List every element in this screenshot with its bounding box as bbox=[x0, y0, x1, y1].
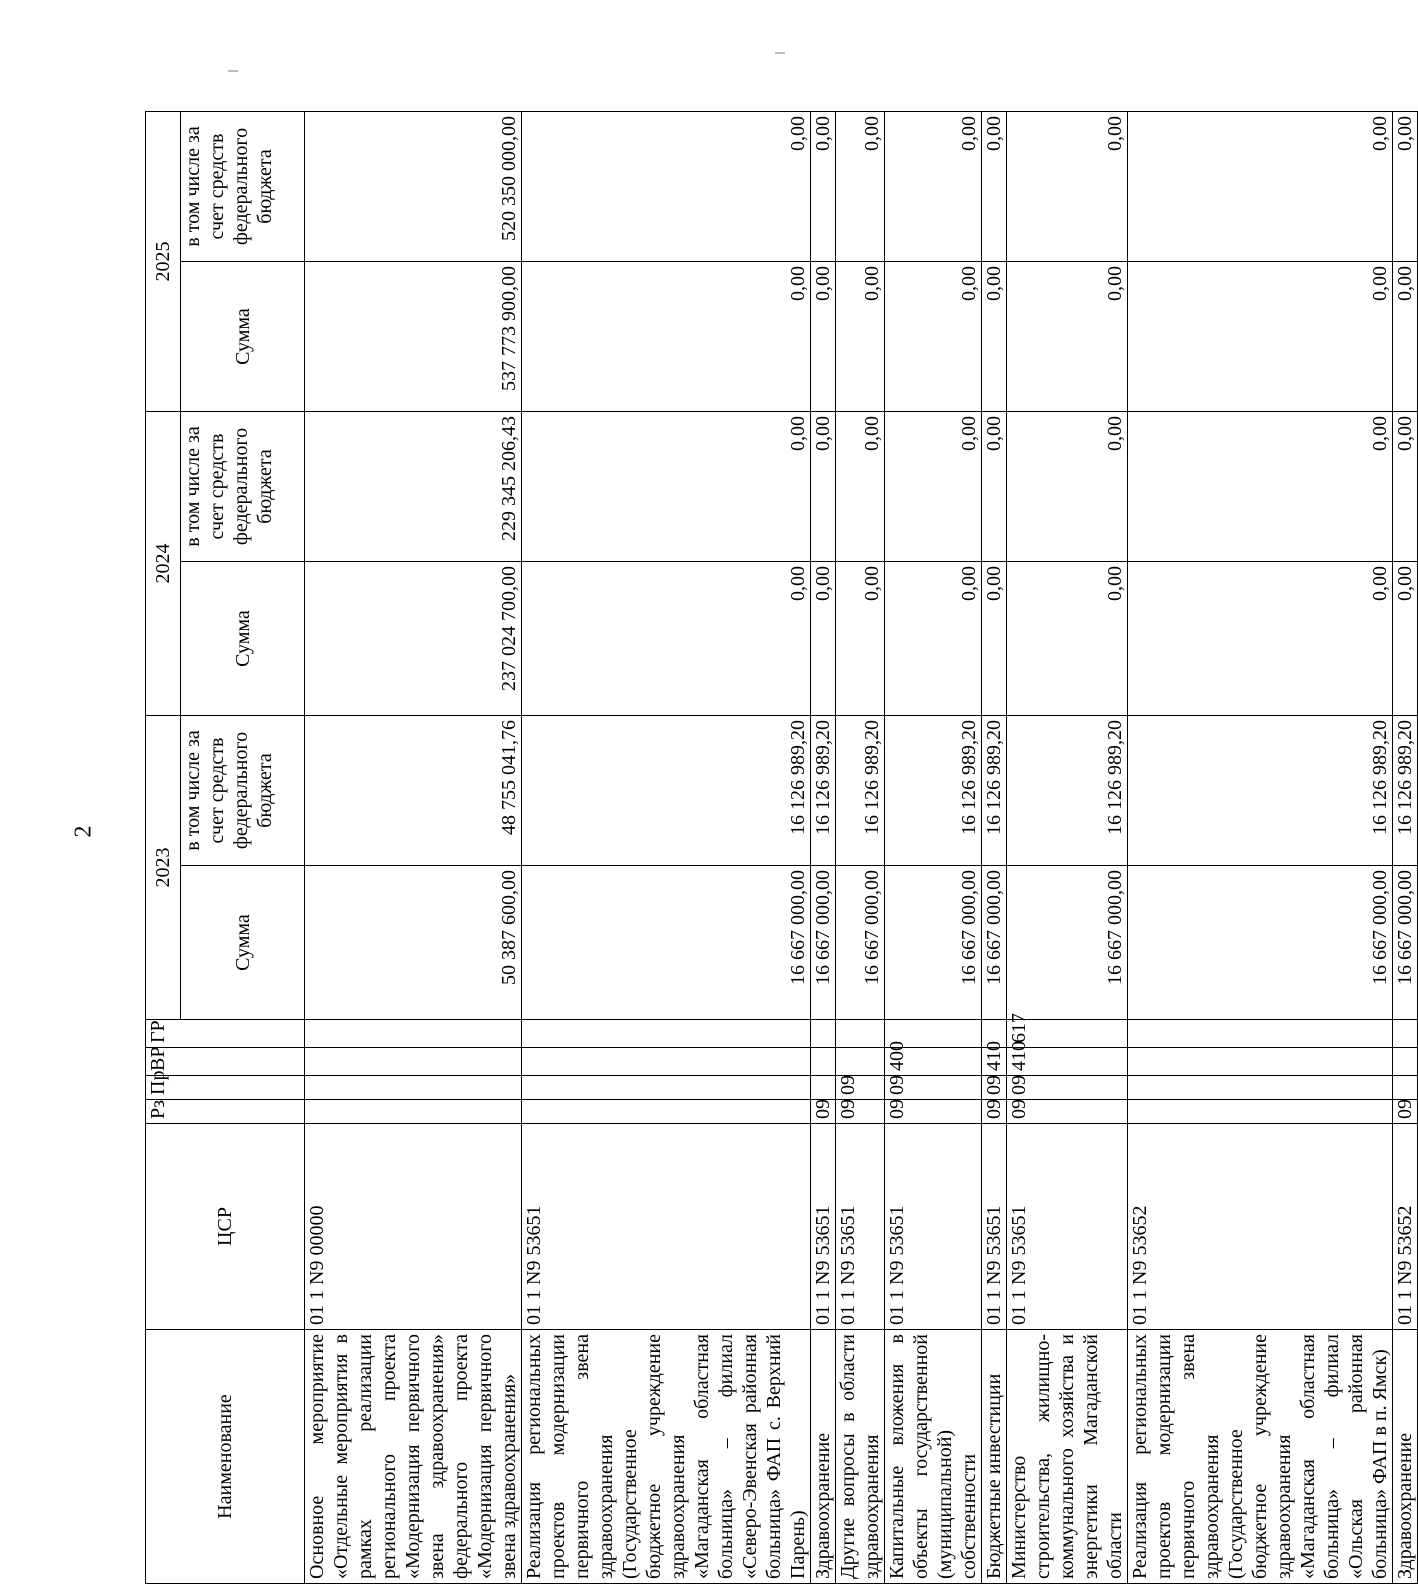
budget-table bbox=[145, 111, 1418, 1584]
row-pr: 09 bbox=[982, 1076, 1007, 1100]
row-sum-2025: 0,00 bbox=[811, 262, 836, 412]
row-csr: 01 1 N9 53652 bbox=[1128, 1124, 1393, 1330]
row-gr bbox=[305, 1020, 522, 1048]
row-federal-2023: 16 126 989,20 bbox=[1393, 716, 1418, 866]
row-federal-2025: 0,00 bbox=[1393, 112, 1418, 262]
row-name: Реализация региональных проектов модернизации первичного звена здравоохранения (Государственное бюджетное учреждение здравоохранения «Магаданская областная больница» – филиал «Северо-Эвенская районная больница» ФАП с. Верхний Парень) bbox=[522, 1330, 811, 1584]
row-sum-2023: 16 667 000,00 bbox=[1007, 866, 1128, 1020]
row-gr bbox=[811, 1020, 836, 1048]
row-name: Капитальные вложения в объекты государственной (муниципальной) собственности bbox=[885, 1330, 982, 1584]
row-vr bbox=[305, 1048, 522, 1076]
row-gr bbox=[836, 1020, 885, 1048]
row-federal-2024: 0,00 bbox=[885, 412, 982, 562]
row-sum-2023: 16 667 000,00 bbox=[982, 866, 1007, 1020]
row-sum-2024: 0,00 bbox=[1393, 562, 1418, 716]
row-sum-2023: 16 667 000,00 bbox=[836, 866, 885, 1020]
row-federal-2025: 520 350 000,00 bbox=[305, 112, 522, 262]
row-federal-2025: 0,00 bbox=[885, 112, 982, 262]
row-rz bbox=[1128, 1100, 1393, 1124]
row-pr: 09 bbox=[836, 1076, 885, 1100]
row-vr bbox=[836, 1048, 885, 1076]
row-rz bbox=[522, 1100, 811, 1124]
row-rz bbox=[305, 1100, 522, 1124]
table-row bbox=[811, 112, 836, 1584]
row-sum-2025: 0,00 bbox=[885, 262, 982, 412]
row-sum-2024: 0,00 bbox=[885, 562, 982, 716]
col-header-year-2023: 2023 bbox=[146, 716, 181, 1020]
row-csr: 01 1 N9 53651 bbox=[885, 1124, 982, 1330]
row-vr bbox=[1128, 1048, 1393, 1076]
row-federal-2023: 16 126 989,20 bbox=[982, 716, 1007, 866]
row-csr: 01 1 N9 53651 bbox=[836, 1124, 885, 1330]
row-federal-2024: 0,00 bbox=[1393, 412, 1418, 562]
row-name: Основное мероприятие «Отдельные мероприятия в рамках реализации регионального проекта «Модернизация первичного звена здравоохранения» федерального проекта «Модернизация первичного звена здравоохранения» bbox=[305, 1330, 522, 1584]
scan-speck bbox=[228, 70, 238, 72]
row-rz: 09 bbox=[885, 1100, 982, 1124]
row-name: Другие вопросы в области здравоохранения bbox=[836, 1330, 885, 1584]
row-vr: 410 bbox=[982, 1048, 1007, 1076]
row-rz: 09 bbox=[811, 1100, 836, 1124]
row-gr bbox=[1393, 1020, 1418, 1048]
row-federal-2023: 48 755 041,76 bbox=[305, 716, 522, 866]
row-csr: 01 1 N9 53652 bbox=[1393, 1124, 1418, 1330]
row-sum-2025: 0,00 bbox=[1128, 262, 1393, 412]
row-csr: 01 1 N9 00000 bbox=[305, 1124, 522, 1330]
col-header-csr: ЦСР bbox=[146, 1124, 305, 1330]
row-sum-2025: 0,00 bbox=[1393, 262, 1418, 412]
row-sum-2025: 0,00 bbox=[836, 262, 885, 412]
row-sum-2024: 237 024 700,00 bbox=[305, 562, 522, 716]
col-header-vr: ВР bbox=[146, 1048, 305, 1076]
row-rz: 09 bbox=[1393, 1100, 1418, 1124]
row-vr: 410 bbox=[1007, 1048, 1128, 1076]
row-federal-2025: 0,00 bbox=[1007, 112, 1128, 262]
col-header-sum-2024: Сумма bbox=[181, 562, 305, 716]
row-federal-2024: 0,00 bbox=[1007, 412, 1128, 562]
row-federal-2023: 16 126 989,20 bbox=[885, 716, 982, 866]
row-federal-2024: 229 345 206,43 bbox=[305, 412, 522, 562]
row-federal-2023: 16 126 989,20 bbox=[1007, 716, 1128, 866]
table-row bbox=[1007, 112, 1128, 1584]
table-row bbox=[836, 112, 885, 1584]
table-row bbox=[522, 112, 811, 1584]
budget-table-container bbox=[145, 112, 1416, 1584]
row-sum-2024: 0,00 bbox=[1007, 562, 1128, 716]
row-name: Реализация региональных проектов модернизации первичного звена здравоохранения (Государственное бюджетное учреждение здравоохранения «Магаданская областная больница» – филиал «Ольская районная больница» ФАП в п. Ямск) bbox=[1128, 1330, 1393, 1584]
row-sum-2025: 0,00 bbox=[982, 262, 1007, 412]
row-csr: 01 1 N9 53651 bbox=[522, 1124, 811, 1330]
row-sum-2023: 16 667 000,00 bbox=[1128, 866, 1393, 1020]
row-federal-2023: 16 126 989,20 bbox=[836, 716, 885, 866]
col-header-gr: ГР bbox=[146, 1020, 305, 1048]
row-sum-2024: 0,00 bbox=[836, 562, 885, 716]
col-header-rz: Рз bbox=[146, 1100, 305, 1124]
row-sum-2023: 50 387 600,00 bbox=[305, 866, 522, 1020]
row-csr: 01 1 N9 53651 bbox=[811, 1124, 836, 1330]
row-vr bbox=[522, 1048, 811, 1076]
col-header-sum-2025: Сумма bbox=[181, 262, 305, 412]
row-sum-2024: 0,00 bbox=[982, 562, 1007, 716]
row-pr bbox=[811, 1076, 836, 1100]
row-gr bbox=[1128, 1020, 1393, 1048]
row-csr: 01 1 N9 53651 bbox=[982, 1124, 1007, 1330]
row-federal-2024: 0,00 bbox=[982, 412, 1007, 562]
page-number: 2 bbox=[70, 825, 97, 838]
row-sum-2023: 16 667 000,00 bbox=[1393, 866, 1418, 1020]
table-row bbox=[305, 112, 522, 1584]
table-row bbox=[982, 112, 1007, 1584]
row-name: Бюджетные инвестиции bbox=[982, 1330, 1007, 1584]
row-name: Здравоохранение bbox=[1393, 1330, 1418, 1584]
table-row bbox=[885, 112, 982, 1584]
row-pr bbox=[522, 1076, 811, 1100]
row-federal-2024: 0,00 bbox=[522, 412, 811, 562]
row-federal-2023: 16 126 989,20 bbox=[811, 716, 836, 866]
row-gr: 617 bbox=[1007, 1020, 1128, 1048]
row-federal-2024: 0,00 bbox=[811, 412, 836, 562]
row-pr: 09 bbox=[1007, 1076, 1128, 1100]
row-federal-2025: 0,00 bbox=[1128, 112, 1393, 262]
row-vr bbox=[811, 1048, 836, 1076]
scan-speck bbox=[775, 52, 785, 54]
row-federal-2024: 0,00 bbox=[836, 412, 885, 562]
row-sum-2025: 537 773 900,00 bbox=[305, 262, 522, 412]
table-row bbox=[1393, 112, 1418, 1584]
col-header-year-2024: 2024 bbox=[146, 412, 181, 716]
row-name: Здравоохранение bbox=[811, 1330, 836, 1584]
col-header-federal-2023: в том числе за счет средств федерального бюджета bbox=[181, 716, 305, 866]
row-sum-2024: 0,00 bbox=[522, 562, 811, 716]
row-name: Министерство строительства, жилищно-коммунального хозяйства и энергетики Магаданской области bbox=[1007, 1330, 1128, 1584]
col-header-name: Наименование bbox=[146, 1330, 305, 1584]
col-header-year-2025: 2025 bbox=[146, 112, 181, 412]
row-rz: 09 bbox=[1007, 1100, 1128, 1124]
row-sum-2024: 0,00 bbox=[811, 562, 836, 716]
row-federal-2025: 0,00 bbox=[982, 112, 1007, 262]
row-federal-2023: 16 126 989,20 bbox=[1128, 716, 1393, 866]
row-federal-2025: 0,00 bbox=[522, 112, 811, 262]
col-header-pr: Пр bbox=[146, 1076, 305, 1100]
col-header-sum-2023: Сумма bbox=[181, 866, 305, 1020]
table-row bbox=[1128, 112, 1393, 1584]
row-federal-2025: 0,00 bbox=[836, 112, 885, 262]
row-vr: 400 bbox=[885, 1048, 982, 1076]
row-csr: 01 1 N9 53651 bbox=[1007, 1124, 1128, 1330]
row-pr: 09 bbox=[885, 1076, 982, 1100]
header-row-years bbox=[146, 112, 181, 1584]
row-federal-2023: 16 126 989,20 bbox=[522, 716, 811, 866]
row-rz: 09 bbox=[982, 1100, 1007, 1124]
row-gr bbox=[522, 1020, 811, 1048]
row-sum-2025: 0,00 bbox=[522, 262, 811, 412]
row-sum-2024: 0,00 bbox=[1128, 562, 1393, 716]
col-header-federal-2025: в том числе за счет средств федерального бюджета bbox=[181, 112, 305, 262]
row-sum-2023: 16 667 000,00 bbox=[811, 866, 836, 1020]
row-sum-2023: 16 667 000,00 bbox=[522, 866, 811, 1020]
row-pr bbox=[1393, 1076, 1418, 1100]
row-vr bbox=[1393, 1048, 1418, 1076]
row-pr bbox=[305, 1076, 522, 1100]
col-header-federal-2024: в том числе за счет средств федерального бюджета bbox=[181, 412, 305, 562]
row-rz: 09 bbox=[836, 1100, 885, 1124]
row-federal-2025: 0,00 bbox=[811, 112, 836, 262]
row-sum-2025: 0,00 bbox=[1007, 262, 1128, 412]
row-federal-2024: 0,00 bbox=[1128, 412, 1393, 562]
row-sum-2023: 16 667 000,00 bbox=[885, 866, 982, 1020]
row-pr bbox=[1128, 1076, 1393, 1100]
